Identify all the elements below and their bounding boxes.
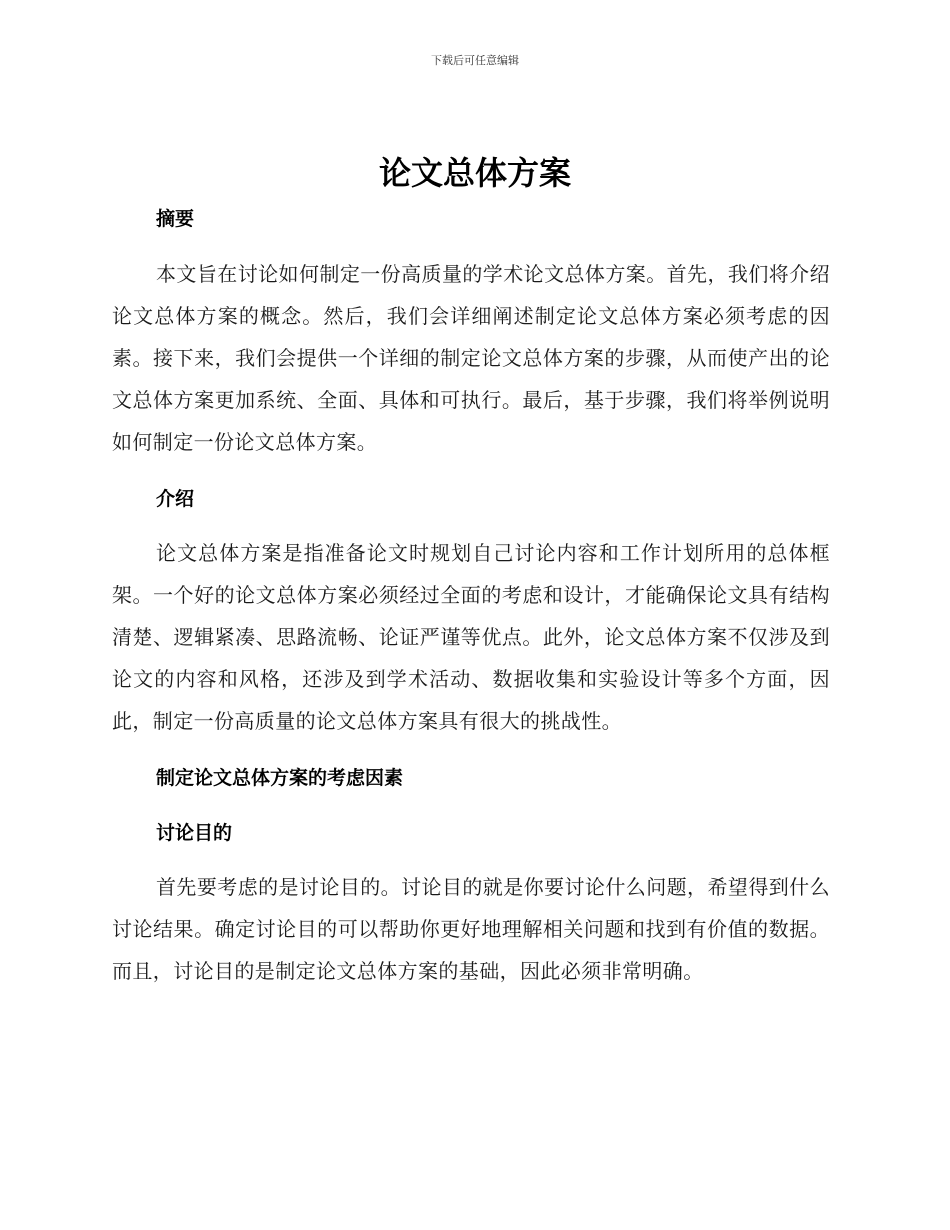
document-title: 论文总体方案 [378,154,571,192]
section-paragraph-abstract: 本文旨在讨论如何制定一份高质量的学术论文总体方案。首先，我们将介绍论文总体方案的概念。然后，我们会详细阐述制定论文总体方案必须考虑的因素。接下来，我们会提供一个详细的制定论文总体方案的步骤，从而使产出的论文总体方案更加系统、全面、具体和可执行。最后，基于步骤，我们将举例说明如何制定一份论文总体方案。 [112,262,830,454]
section-heading-considerations: 制定论文总体方案的考虑因素 [156,767,404,789]
section-heading-abstract: 摘要 [156,208,195,230]
section-paragraph-introduction: 论文总体方案是指准备论文时规划自己讨论内容和工作计划所用的总体框架。一个好的论文总体方案必须经过全面的考虑和设计，才能确保论文具有结构清楚、逻辑紧凑、思路流畅、论证严谨等优点。此外，论文总体方案不仅涉及到论文的内容和风格，还涉及到学术活动、数据收集和实验设计等多个方面，因此，制定一份高质量的论文总体方案具有很大的挑战性。 [112,541,830,733]
section-paragraph-purpose: 首先要考虑的是讨论目的。讨论目的就是你要讨论什么问题，希望得到什么讨论结果。确定讨论目的可以帮助你更好地理解相关问题和找到有价值的数据。而且，讨论目的是制定论文总体方案的基础，因此必须非常明确。 [112,875,830,983]
section-heading-purpose: 讨论目的 [156,822,233,844]
section-heading-introduction: 介绍 [156,488,195,510]
page-header-note: 下载后可任意编辑 [431,54,519,67]
